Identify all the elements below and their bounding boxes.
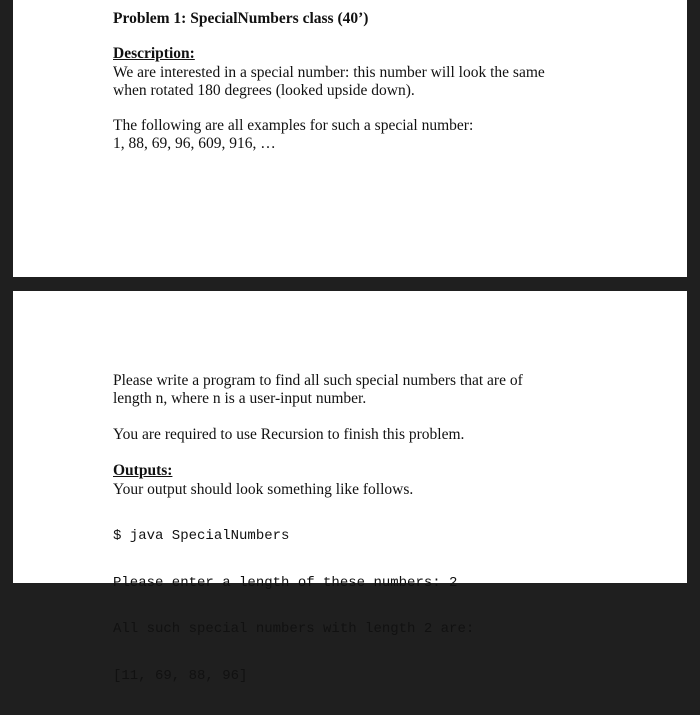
examples-intro: The following are all examples for such a special number: [113,117,474,134]
description-line-1: We are interested in a special number: this number will look the same [113,64,545,81]
examples-paragraph [113,117,667,153]
console-line: $ java SpecialNumbers [113,528,290,544]
document-page-bottom [13,291,687,684]
console-line: Please enter a length of these numbers: 2 [113,574,458,591]
problem-title: Problem 1: SpecialNumbers class (40’) [113,10,369,27]
recursion-note: You are required to use Recursion to finish this problem. [113,426,465,443]
task-line-1: Please write a program to find all such special numbers that are of [113,372,523,389]
console-output [113,498,667,715]
examples-list: 1, 88, 69, 96, 609, 916, … [113,135,276,152]
task-paragraph [113,372,667,408]
description-heading: Description: [113,45,195,62]
description-paragraph [113,64,667,100]
console-line: All such special numbers with length 2 are: [113,621,475,637]
task-line-2: length n, where n is a user-input number. [113,390,367,407]
outputs-heading: Outputs: [113,462,173,479]
description-line-2: when rotated 180 degrees (looked upside down). [113,82,415,99]
console-line: [11, 69, 88, 96] [113,667,248,684]
outputs-intro: Your output should look something like follows. [113,481,414,498]
document-page-top [13,0,687,277]
